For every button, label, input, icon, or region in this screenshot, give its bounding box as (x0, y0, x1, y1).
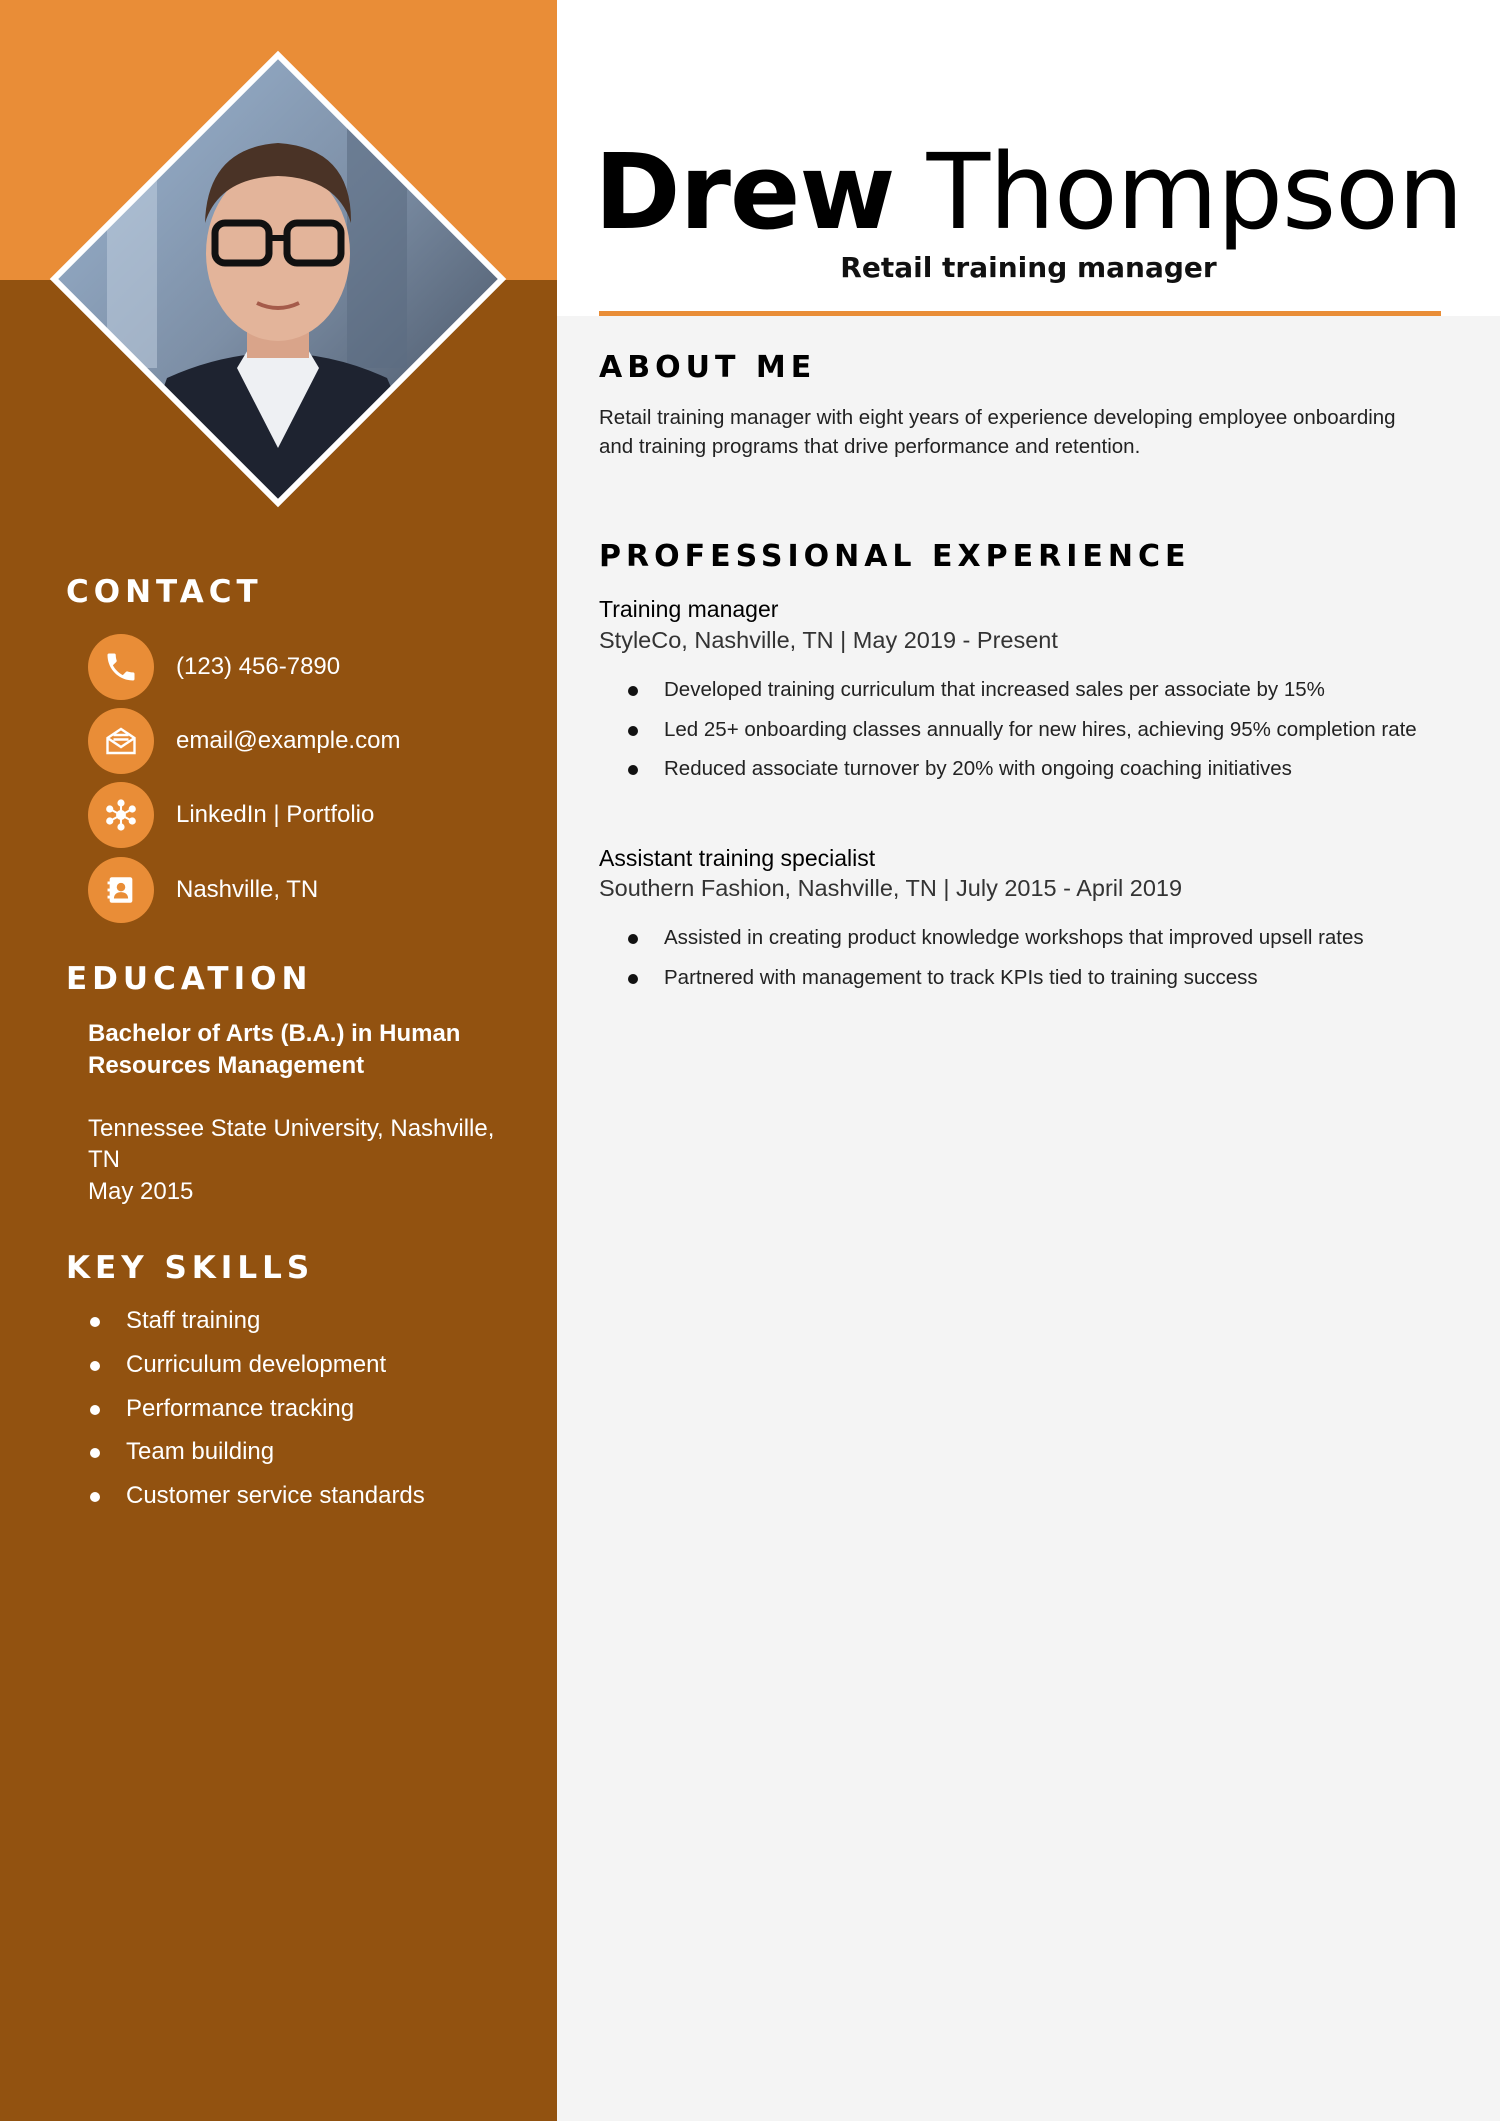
education-date: May 2015 (88, 1178, 194, 1205)
candidate-name (557, 132, 1500, 252)
job-bullets (599, 924, 1449, 1003)
skills-heading: KEY SKILLS (66, 1250, 315, 1286)
contact-location (88, 857, 318, 923)
job-bullets (599, 676, 1449, 795)
skills-list (88, 1302, 425, 1521)
job-title: Training manager (599, 596, 779, 622)
skill-item: Team building (88, 1433, 425, 1477)
job-subtitle: Retail training manager (840, 251, 1217, 284)
network-icon (88, 782, 154, 848)
job-bullet: Assisted in creating product knowledge workshops that improved upsell rates (599, 924, 1449, 953)
contact-location-text: Nashville, TN (176, 876, 319, 903)
contact-email-text[interactable]: email@example.com (176, 727, 401, 754)
job-title: Assistant training specialist (599, 845, 876, 871)
email-icon (88, 708, 154, 774)
education-heading: EDUCATION (66, 961, 313, 997)
contact-phone-text[interactable]: (123) 456-7890 (176, 653, 341, 680)
about-text: Retail training manager with eight years of experience developing employee onboarding and training programs that drive performance and retention. (599, 406, 1396, 458)
job-bullet: Led 25+ onboarding classes annually for new hires, achieving 95% completion rate (599, 716, 1449, 745)
contact-email (88, 708, 400, 774)
last-name: Thompson (926, 131, 1463, 253)
education-degree: Bachelor of Arts (B.A.) in Human Resources Management (88, 1020, 461, 1079)
header-divider (599, 311, 1441, 316)
contact-links (88, 782, 374, 848)
skill-item: Performance tracking (88, 1390, 425, 1434)
job-meta: StyleCo, Nashville, TN | May 2019 - Present (599, 627, 1058, 653)
experience-heading: PROFESSIONAL EXPERIENCE (599, 539, 1191, 574)
contact-heading: CONTACT (66, 574, 263, 610)
job-meta: Southern Fashion, Nashville, TN | July 2015 - April 2019 (599, 875, 1183, 901)
phone-icon (88, 634, 154, 700)
education-school: Tennessee State University, Nashville, TN (88, 1115, 495, 1173)
address-book-icon (88, 857, 154, 923)
about-heading: ABOUT ME (599, 350, 817, 385)
job-bullet: Reduced associate turnover by 20% with ongoing coaching initiatives (599, 755, 1449, 784)
contact-phone (88, 634, 340, 700)
skill-item: Curriculum development (88, 1346, 425, 1390)
first-name: Drew (594, 131, 895, 253)
skill-item: Staff training (88, 1302, 425, 1346)
profile-photo (47, 48, 509, 510)
skill-item: Customer service standards (88, 1477, 425, 1521)
job-bullet: Partnered with management to track KPIs tied to training success (599, 964, 1449, 993)
job-bullet: Developed training curriculum that increased sales per associate by 15% (599, 676, 1449, 705)
contact-links-text[interactable]: LinkedIn | Portfolio (176, 801, 375, 828)
